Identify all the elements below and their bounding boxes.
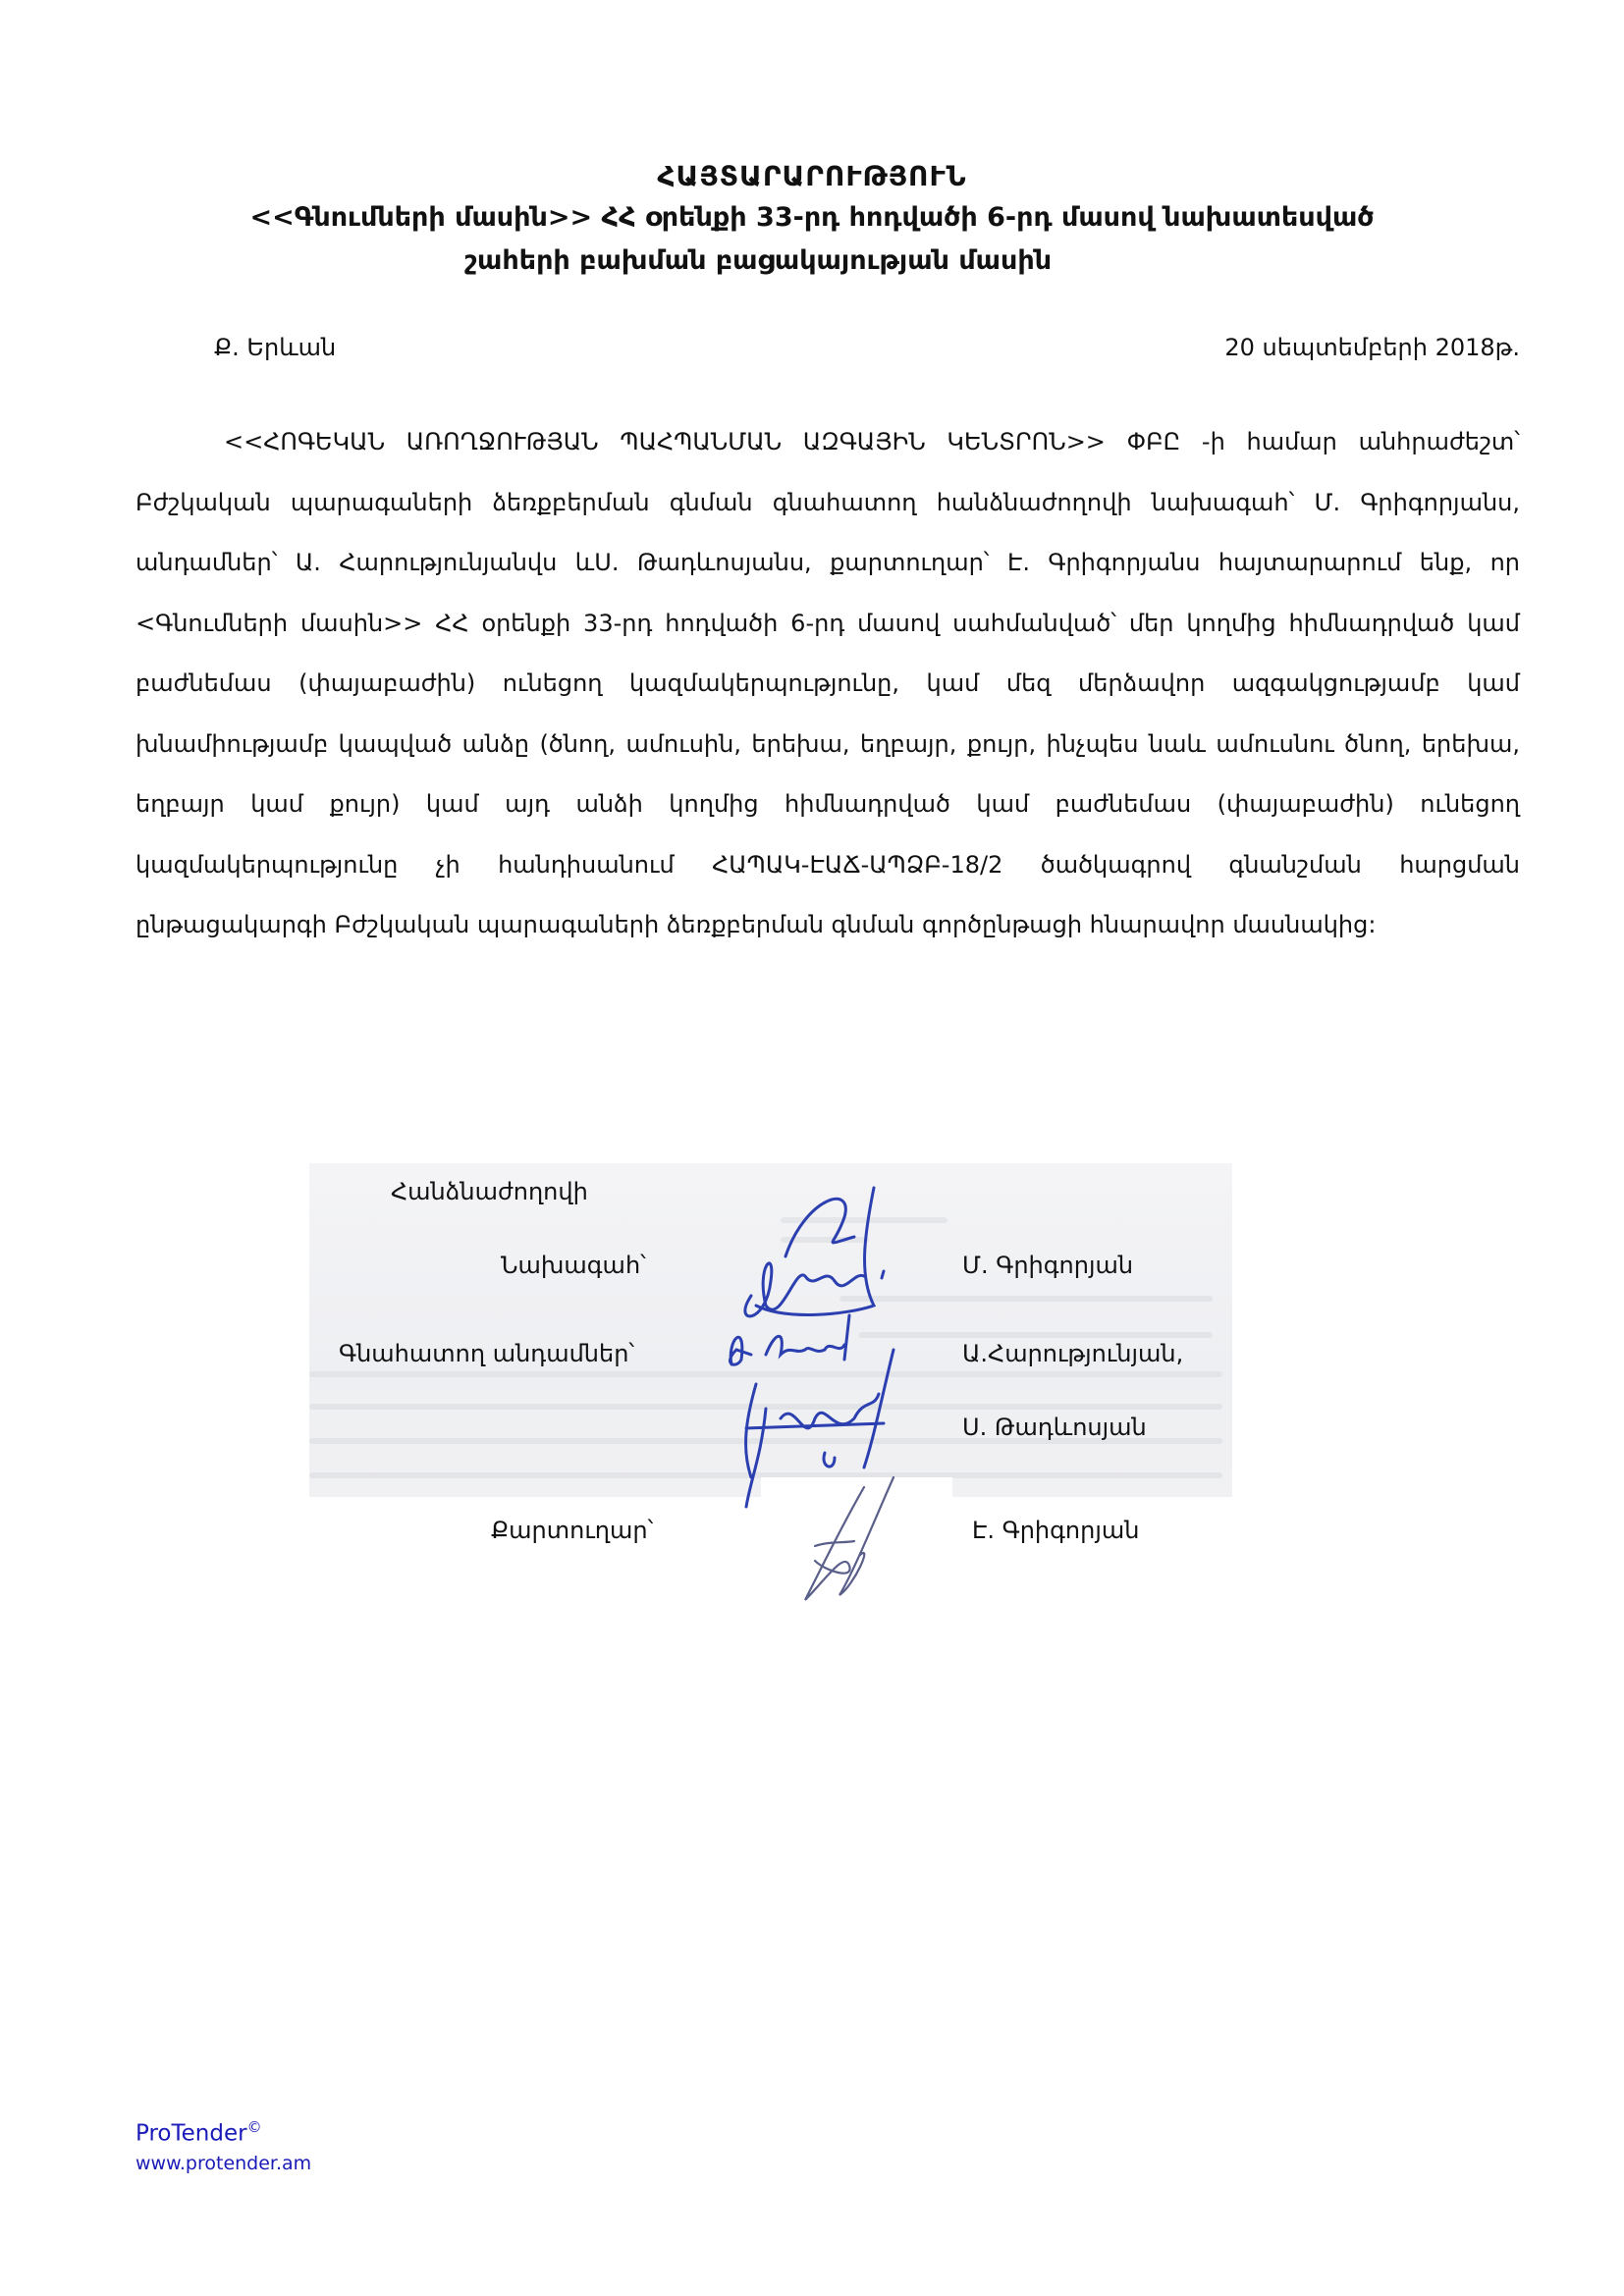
document-title: ՀԱՅՏԱՐԱՐՈՒԹՅՈՒՆ: [657, 160, 967, 192]
members-label: Գնահատող անդամներ՝: [339, 1340, 635, 1367]
place: Ք. Երևան: [214, 334, 337, 361]
secretary-name: Է. Գրիգորյան: [972, 1517, 1140, 1544]
document-subtitle-line2: շահերի բախման բացակայության մասին: [463, 245, 1053, 276]
document-subtitle-line1: <<Գնումների մասին>> ՀՀ օրենքի 33-րդ հոդվածի 6-րդ մասով նախատեսված: [249, 202, 1375, 233]
body-paragraph: <<ՀՈԳԵԿԱՆ ԱՌՈՂՋՈՒԹՅԱՆ ՊԱՀՊԱՆՄԱՆ ԱԶԳԱՅԻՆ ԿԵՆՏՐՈՆ>> ՓԲԸ -ի համար անհրաժեշտ՝ Բժշկական պարագաների ձեռքբերման գնման գնահատող հանձնաժողովի նախագահ՝ Մ. Գրիգորյանս, անդամներ՝ Ա. Հարությունյանվս ևՍ. Թադևոսյանս, քարտուղար՝ Է. Գրիգորյանս հայտարարում ենք, որ <Գնումների մասին>> ՀՀ օրենքի 33-րդ հոդվածի 6-րդ մասով սահմանված՝ մեր կողմից հիմնադրված կամ բաժնեմաս (փայաբաժին) ունեցող կազմակերպությունը, կամ մեզ մերձավոր ազգակցությամբ կամ խնամիությամբ կապված անձը (ծնող, ամուսին, երեխա, եղբայր, քույր, ինչպես նաև ամուսնու ծնող, երեխա, եղբայր կամ քույր) կամ այդ անձի կողմից հիմնադրված կամ բաժնեմաս (փայաբաժին) ունեցող կազմակերպությունը չի հանդիսանում ՀԱՊԱԿ-ԷԱՃ-ԱՊՁԲ-18/2 ծածկագրով գնանշման հարցման ընթացակարգի Բժշկական պարագաների ձեռքբերման գնման գործընթացի հնարավոր մասնակից:: [135, 428, 1520, 938]
document-header: [0, 157, 1624, 283]
member2-name: Ս. Թադևոսյան: [962, 1414, 1147, 1441]
body-paragraph-container: [135, 412, 1520, 956]
secretary-signature-stroke: [805, 1477, 893, 1600]
secretary-signature: [785, 1472, 943, 1610]
date: 20 սեպտեմբերի 2018թ.: [1224, 334, 1520, 361]
brand-name: ProTender: [135, 2120, 247, 2147]
member1-signature-stroke: [731, 1315, 849, 1364]
copyright-icon: ©: [246, 2118, 262, 2136]
chair-signature-stroke: [745, 1188, 884, 1316]
place-date-row: [214, 334, 1520, 361]
footer: [135, 2118, 311, 2174]
chair-label: Նախագահ՝: [501, 1252, 646, 1279]
chair-name: Մ. Գրիգորյան: [962, 1252, 1134, 1279]
footer-brand: [135, 2118, 311, 2147]
member1-name: Ա.Հարությունյան,: [962, 1340, 1184, 1367]
committee-label: Հանձնաժողովի: [391, 1178, 588, 1205]
footer-url[interactable]: www.protender.am: [135, 2152, 312, 2174]
secretary-label: Քարտուղար՝: [491, 1517, 654, 1544]
